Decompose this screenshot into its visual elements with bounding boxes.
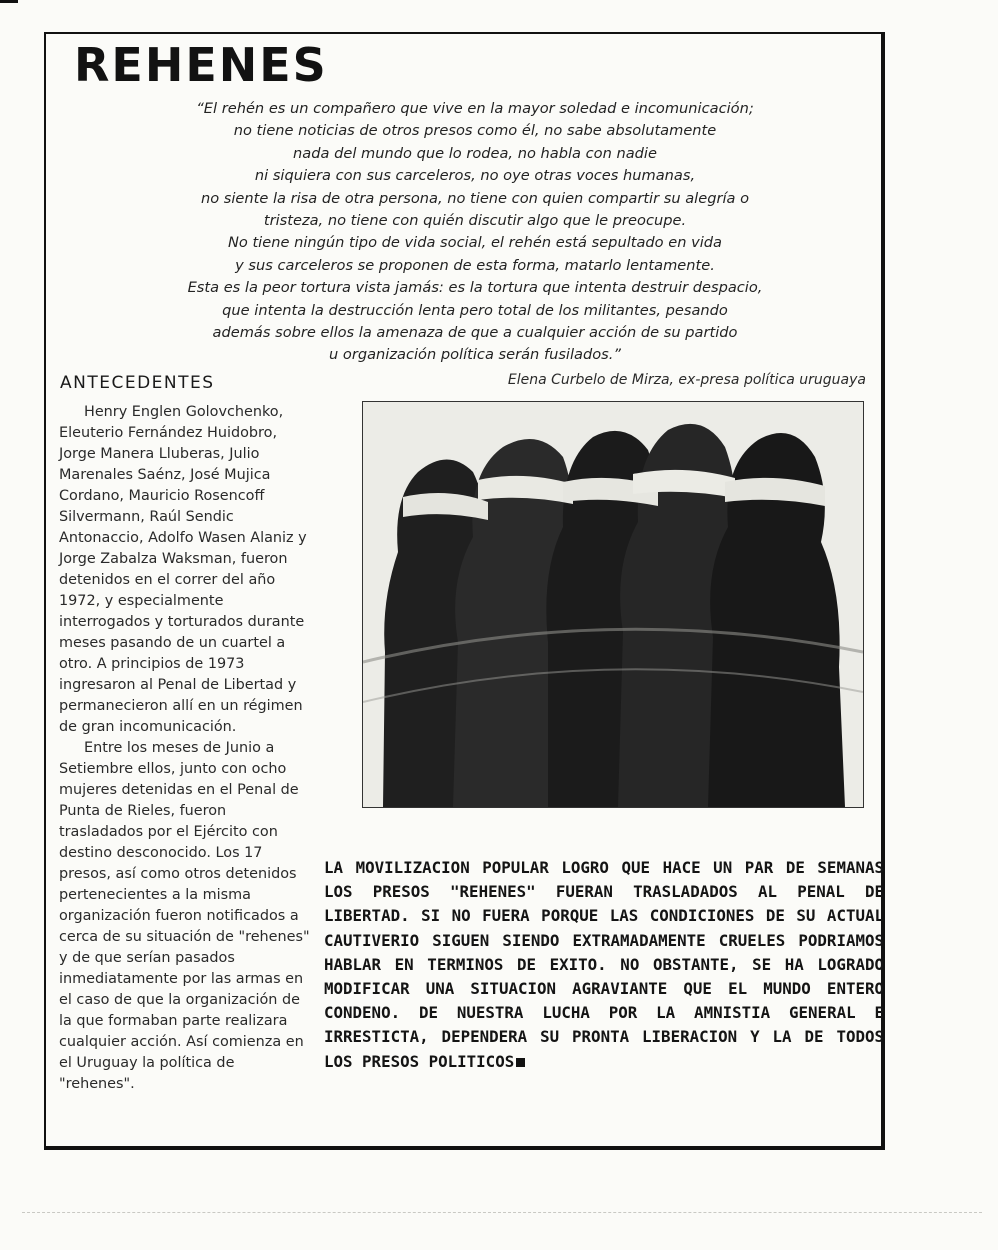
quote-line: no siente la risa de otra persona, no tiene con quien compartir su alegría o: [200, 189, 750, 207]
quote-line: no tiene noticias de otros presos como él, no sabe absolutamente: [233, 122, 717, 140]
photo-illustration: [363, 402, 863, 807]
quote-line: ni siquiera con sus carceleros, no oye otras voces humanas,: [254, 167, 696, 185]
quote-line: que intenta la destrucción lenta pero total de los militantes, pesando: [222, 301, 728, 319]
end-mark: [516, 1058, 525, 1067]
blindfolded-prisoners-photo: [362, 401, 864, 808]
scan-edge: [22, 1212, 982, 1214]
typed-statement: [324, 856, 884, 1074]
article-body: [59, 402, 311, 1095]
article-paragraph: Entre los meses de Junio a Setiembre ellos, junto con ocho mujeres detenidas en el Penal de Punta de Rieles, fueron trasladados por el Ejército con destino desconocido. Los 17 presos, así como otros detenidos pertenecientes a la misma organización fueron notificados a cerca de su situación de "rehenes" y de que serían pasados inmediatamente por las armas en el caso de que la organización de la que formaban parte realizara cualquier acción. Así comienza en el Uruguay la política de "rehenes".: [59, 740, 310, 1092]
typed-statement-text: LA MOVILIZACION POPULAR LOGRO QUE HACE UN PAR DE SEMANAS LOS PRESOS "REHENES" FUERAN TRASLADADOS AL PENAL DE LIBERTAD. SI NO FUERA PORQUE LAS CONDICIONES DE SU ACTUAL CAUTIVERIO SIGUEN SIENDO EXTRAMADAMENTE CRUELES PODRIAMOS HABLAR EN TERMINOS DE EXITO. NO OBSTANTE, SE HA LOGRADO MODIFICAR UNA SITUACION AGRAVIANTE QUE EL MUNDO ENTERO CONDENO. DE NUESTRA LUCHA POR LA AMNISTIA GENERAL E IRRESTICTA, DEPENDERA SU PRONTA LIBERACION Y LA DE TODOS LOS PRESOS POLITICOS: [324, 858, 884, 1071]
quote-line: No tiene ningún tipo de vida social, el rehén está sepultado en vida: [227, 234, 723, 252]
quote-line: además sobre ellos la amenaza de que a cualquier acción de su partido: [212, 324, 738, 342]
section-heading: ANTECEDENTES: [60, 373, 215, 393]
epigraph-quote: [150, 98, 800, 367]
quote-attribution: Elena Curbelo de Mirza, ex-presa política uruguaya: [507, 372, 866, 388]
quote-line: u organización política serán fusilados.”: [329, 346, 621, 364]
quote-line: tristeza, no tiene con quién discutir algo que le preocupe.: [263, 212, 687, 230]
quote-line: Esta es la peor tortura vista jamás: es la tortura que intenta destruir despacio,: [187, 279, 763, 297]
quote-line: y sus carceleros se proponen de esta forma, matarlo lentamente.: [235, 256, 715, 274]
corner-mark: [0, 0, 18, 3]
quote-line: nada del mundo que lo rodea, no habla con nadie: [293, 144, 657, 162]
article-paragraph: Henry Englen Golovchenko, Eleuterio Fernández Huidobro, Jorge Manera Lluberas, Julio Marenales Saénz, José Mujica Cordano, Mauricio Rosencoff Silvermann, Raúl Sendic Antonaccio, Adolfo Wasen Alaniz y Jorge Zabalza Waksman, fueron detenidos en el correr del año 1972, y especialmente interrogados y torturados durante meses pasando de un cuartel a otro. A principios de 1973 ingresaron al Penal de Libertad y permanecieron allí en un régimen de gran incomunicación.: [59, 404, 307, 735]
quote-line: “El rehén es un compañero que vive en la mayor soledad e incomunicación;: [196, 100, 754, 117]
page-title: REHENES: [74, 38, 328, 92]
